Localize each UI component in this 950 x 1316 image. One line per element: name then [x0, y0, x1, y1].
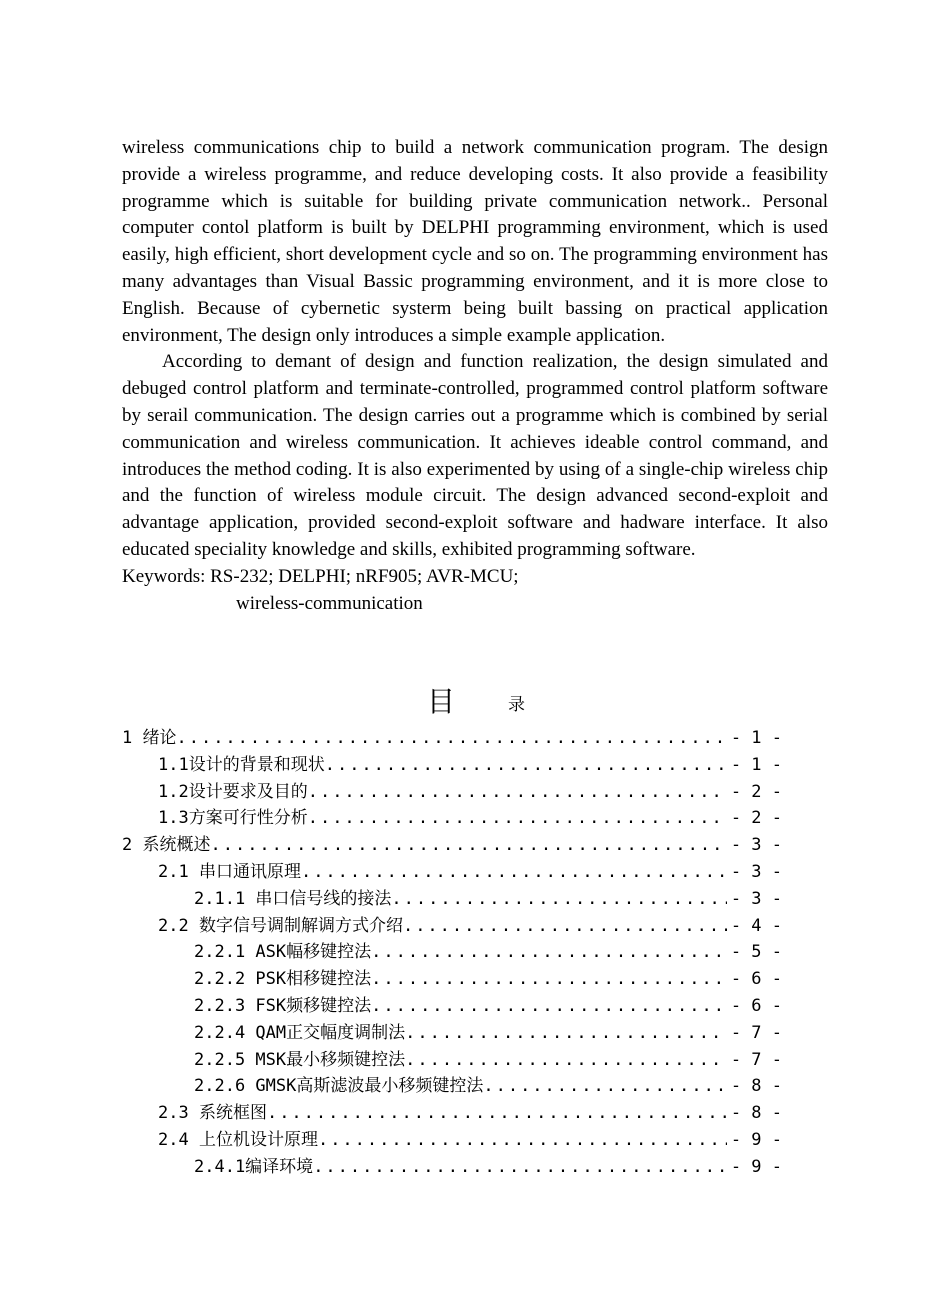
toc-entry-label: 2.4.1编译环境	[194, 1156, 314, 1177]
toc-entry-page: - 1 -	[730, 728, 782, 748]
toc-leader-dots	[325, 752, 727, 779]
keywords-line-1: Keywords: RS-232; DELPHI; nRF905; AVR-MCU;	[122, 565, 519, 587]
toc-leader-dots	[210, 832, 726, 859]
toc-leader-dots	[371, 966, 727, 993]
toc-entry[interactable]	[122, 966, 782, 993]
abstract-section	[122, 135, 828, 617]
toc-entry-page: - 2 -	[730, 781, 782, 802]
toc-entry-page: - 6 -	[730, 995, 782, 1016]
toc-entry-page: - 2 -	[730, 808, 782, 829]
abstract-paragraph-1: wireless communications chip to build a network communication program. The design provide a wireless programme, and reduce developing costs. It also provide a feasibility programme which is suitable for building private communication network.. Personal computer contol platform is built by DELPHI programming environment, which is used easily, high efficient, short development cycle and so on. The programming environment has many advantages than Visual Bassic programming environment, and it is more close to English. Because of cybernetic systerm being built bassing on practical application environment, The design only introduces a simple example application.	[122, 137, 828, 346]
toc-entry-page: - 8 -	[730, 1076, 782, 1097]
toc-entry[interactable]	[122, 886, 782, 913]
toc-entry-page: - 3 -	[730, 835, 782, 856]
toc-leader-dots	[308, 805, 727, 832]
toc-entry-label: 2.3 系统框图	[158, 1103, 267, 1124]
toc-leader-dots	[308, 779, 727, 806]
toc-entry[interactable]	[122, 939, 782, 966]
toc-entry-label: 1 绪论	[122, 728, 177, 748]
toc-entry-label: 2.2.6 GMSK高斯滤波最小移频键控法	[194, 1076, 484, 1097]
toc-entry[interactable]	[122, 832, 782, 859]
toc-leader-dots	[371, 939, 727, 966]
keywords-line-2: wireless-communication	[236, 592, 423, 614]
toc-leader-dots	[176, 725, 726, 752]
toc-entry-label: 1.1设计的背景和现状	[158, 754, 325, 775]
toc-entry-page: - 9 -	[730, 1156, 782, 1177]
toc-entry[interactable]	[122, 993, 782, 1020]
toc-entry-page: - 5 -	[730, 942, 782, 963]
toc-entry-page: - 4 -	[730, 915, 782, 936]
toc-entry[interactable]	[122, 913, 782, 940]
toc-leader-dots	[403, 913, 727, 940]
toc-entry-label: 2.2 数字信号调制解调方式介绍	[158, 915, 403, 936]
toc-entry[interactable]	[122, 1154, 782, 1181]
toc-entry-page: - 1 -	[730, 754, 782, 775]
toc-entry[interactable]	[122, 725, 782, 752]
toc-leader-dots	[318, 1127, 727, 1154]
toc-entry[interactable]	[122, 752, 782, 779]
toc-entry-label: 2.1.1 串口信号线的接法	[194, 888, 392, 909]
toc-entry[interactable]	[122, 1073, 782, 1100]
toc-entry-label: 2 系统概述	[122, 835, 211, 856]
toc-entry-page: - 7 -	[730, 1049, 782, 1070]
toc-entry-label: 2.1 串口通讯原理	[158, 861, 301, 882]
toc-entry-page: - 3 -	[730, 861, 782, 882]
toc-entry-page: - 7 -	[730, 1022, 782, 1043]
toc-leader-dots	[405, 1047, 727, 1074]
toc-entry-page: - 3 -	[730, 888, 782, 909]
toc-leader-dots	[267, 1100, 727, 1127]
toc-entry-label: 2.2.3 FSK频移键控法	[194, 995, 372, 1016]
toc-leader-dots	[483, 1073, 726, 1100]
toc-entry-label: 2.4 上位机设计原理	[158, 1129, 318, 1150]
table-of-contents	[122, 725, 782, 1181]
toc-leader-dots	[405, 1020, 727, 1047]
toc-entry-label: 2.2.5 MSK最小移频键控法	[194, 1049, 406, 1070]
toc-leader-dots	[301, 859, 727, 886]
toc-entry[interactable]	[122, 1100, 782, 1127]
toc-entry-page: - 8 -	[730, 1103, 782, 1124]
toc-leader-dots	[371, 993, 727, 1020]
abstract-paragraph-2: According to demant of design and function realization, the design simulated and debuged control platform and terminate-controlled, programmed control platform software by serail communication. The design carries out a programme which is combined by serial communication and wireless communication. It achieves ideable control command, and introduces the method coding. It is also experimented by using of a single-chip wireless chip and the function of wireless module circuit. The design advanced second-exploit and advantage application, provided second-exploit software and hadware interface. It also educated speciality knowledge and skills, exhibited programming software.	[122, 351, 828, 560]
toc-entry[interactable]	[122, 1020, 782, 1047]
toc-entry-label: 2.2.2 PSK相移键控法	[194, 969, 372, 990]
toc-entry-label: 2.2.4 QAM正交幅度调制法	[194, 1022, 406, 1043]
toc-entry[interactable]	[122, 859, 782, 886]
toc-entry-page: - 6 -	[730, 969, 782, 990]
toc-entry[interactable]	[122, 1047, 782, 1074]
toc-entry-label: 2.2.1 ASK幅移键控法	[194, 942, 372, 963]
toc-entry[interactable]	[122, 1127, 782, 1154]
toc-entry-page: - 9 -	[730, 1129, 782, 1150]
toc-entry-label: 1.2设计要求及目的	[158, 781, 308, 802]
toc-entry-label: 1.3方案可行性分析	[158, 808, 308, 829]
toc-leader-dots	[313, 1154, 727, 1181]
toc-heading-char-2: 录	[508, 695, 525, 715]
toc-entry[interactable]	[122, 805, 782, 832]
toc-leader-dots	[391, 886, 726, 913]
toc-heading-char-1: 目	[427, 685, 456, 718]
toc-entry[interactable]	[122, 779, 782, 806]
